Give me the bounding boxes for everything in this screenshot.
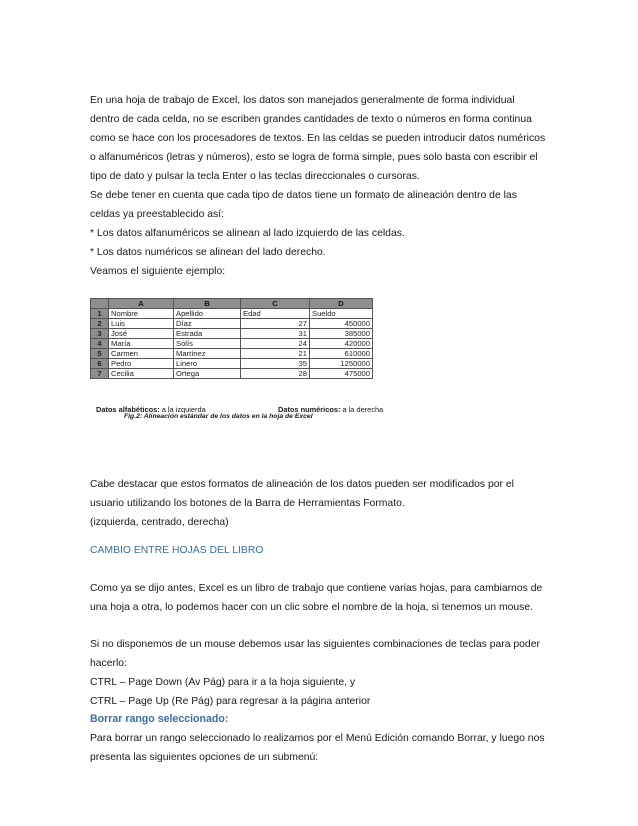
row-number: 6: [91, 359, 109, 369]
figure-caption: Fig.2: Alineación estándar de los datos en la hoja de Excel: [124, 413, 313, 420]
table-cell: 35: [241, 359, 310, 369]
label-alphabetic: Datos alfabéticos: a la izquierda: [96, 405, 206, 414]
paragraph-format: Cabe destacar que estos formatos de alineación de los datos pueden ser modificados por el usuario utilizando los botones de la Barra de Herramientas Formato. (izquierda, centrado, derecha): [90, 479, 514, 528]
row-number: 7: [91, 369, 109, 379]
table-cell: José: [109, 329, 174, 339]
column-header-row: [91, 299, 373, 309]
paragraph-alignment: Se debe tener en cuenta que cada tipo de datos tiene un formato de alineación dentro de las celdas ya preestablecido así: * Los datos alfanuméricos se alinean al lado izquierdo de las celdas. * Los datos numéricos se alinean del lado derecho.: [90, 190, 517, 258]
row-number: 5: [91, 349, 109, 359]
table-cell: 610000: [310, 349, 373, 359]
table-cell: Ortega: [174, 369, 241, 379]
table-cell: Edad: [241, 309, 310, 319]
paragraph-borrar: Para borrar un rango seleccionado lo realizamos por el Menú Edición comando Borrar, y luego nos presenta las siguientes opciones de un submenú:: [90, 733, 545, 763]
table-cell: 24: [241, 339, 310, 349]
table-cell: 31: [241, 329, 310, 339]
table-row: [91, 309, 373, 319]
paragraph-shortcuts: Si no disponemos de un mouse debemos usar las siguientes combinaciones de teclas para poder hacerlo: CTRL – Page Down (Av Pág) para ir a la hoja siguiente, y CTRL – Page Up (Re Pág) para regresar a la página anterior: [90, 639, 540, 707]
table-cell: Linero: [174, 359, 241, 369]
column-header: A: [109, 299, 174, 309]
table-cell: 1250000: [310, 359, 373, 369]
row-number: 4: [91, 339, 109, 349]
row-number: 2: [91, 319, 109, 329]
table-row: [91, 359, 373, 369]
table-cell: 420000: [310, 339, 373, 349]
table-cell: 450000: [310, 319, 373, 329]
paragraph-example: Veamos el siguiente ejemplo:: [90, 266, 226, 277]
table-cell: Estrada: [174, 329, 241, 339]
table-cell: 475000: [310, 369, 373, 379]
table-cell: Luis: [109, 319, 174, 329]
row-number: 3: [91, 329, 109, 339]
table-cell: Nombre: [109, 309, 174, 319]
corner-cell: [91, 299, 109, 309]
table-cell: Martínez: [174, 349, 241, 359]
table-cell: Carmen: [109, 349, 174, 359]
paragraph-intro: En una hoja de trabajo de Excel, los datos son manejados generalmente de forma individual dentro de cada celda, no se escriben grandes cantidades de texto o números en forma continua como se hace con los procesadores de textos. En las celdas se pueden introducir datos numéricos o alfanuméricos (letras y números), esto se logra de forma simple, pues solo basta con escribir el tipo de dato y pulsar la tecla Enter o las teclas direccionales o cursoras.: [90, 95, 546, 182]
table-row: [91, 329, 373, 339]
label-numeric: Datos numéricos: a la derecha: [278, 405, 384, 414]
table-cell: Solís: [174, 339, 241, 349]
table-cell: Díaz: [174, 319, 241, 329]
column-header: C: [241, 299, 310, 309]
heading-cambio-hojas: CAMBIO ENTRE HOJAS DEL LIBRO: [90, 545, 264, 556]
table-cell: Cecilia: [109, 369, 174, 379]
table-cell: 27: [241, 319, 310, 329]
excel-alignment-figure: [90, 298, 390, 420]
table-cell: 28: [241, 369, 310, 379]
table-row: [91, 369, 373, 379]
table-cell: María: [109, 339, 174, 349]
heading-borrar-rango: Borrar rango seleccionado:: [90, 713, 229, 725]
table-cell: Pedro: [109, 359, 174, 369]
column-header: D: [310, 299, 373, 309]
row-number: 1: [91, 309, 109, 319]
paragraph-sheets: Como ya se dijo antes, Excel es un libro de trabajo que contiene varias hojas, para cambiarnos de una hoja a otra, lo podemos hacer con un clic sobre el nombre de la hoja, si tenemos un mouse.: [90, 583, 543, 613]
table-row: [91, 339, 373, 349]
table-row: [91, 319, 373, 329]
excel-table: [90, 298, 373, 379]
table-cell: 21: [241, 349, 310, 359]
column-header: B: [174, 299, 241, 309]
table-cell: Apellido: [174, 309, 241, 319]
table-cell: 385000: [310, 329, 373, 339]
table-cell: Sueldo: [310, 309, 373, 319]
table-row: [91, 349, 373, 359]
